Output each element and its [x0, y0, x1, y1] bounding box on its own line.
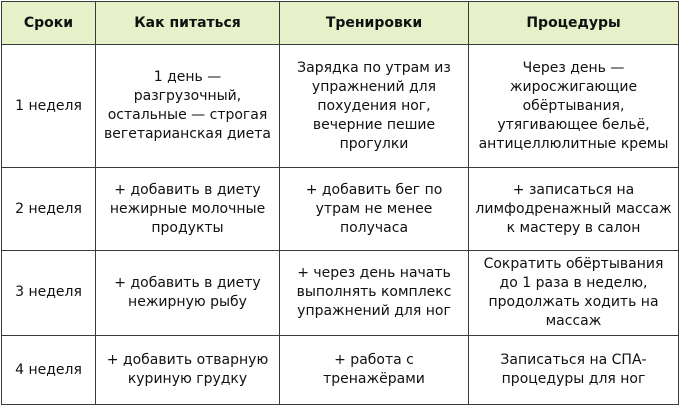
training-cell: + через день начать выполнять комплекс упражнений для ног — [280, 250, 469, 335]
table-row — [2, 45, 679, 168]
header-training: Тренировки — [280, 2, 469, 45]
header-terms: Сроки — [2, 2, 96, 45]
training-cell: Зарядка по утрам из упражнений для похудения ног, вечерние пешие прогулки — [280, 45, 469, 168]
food-cell: + добавить в диету нежирную рыбу — [96, 250, 280, 335]
procedures-cell: + записаться на лимфодренажный массаж к мастеру в салон — [469, 168, 679, 250]
procedures-cell: Через день — жиросжигающие обёртывания, утягивающее бельё, антицеллюлитные кремы — [469, 45, 679, 168]
diet-plan-table — [1, 1, 679, 405]
food-cell: + добавить в диету нежирные молочные продукты — [96, 168, 280, 250]
header-procedures: Процедуры — [469, 2, 679, 45]
training-cell: + добавить бег по утрам не менее получаса — [280, 168, 469, 250]
procedures-cell: Сократить обёртывания до 1 раза в неделю, продолжать ходить на массаж — [469, 250, 679, 335]
header-food: Как питаться — [96, 2, 280, 45]
term-cell: 3 неделя — [2, 250, 96, 335]
food-cell: + добавить отварную куриную грудку — [96, 336, 280, 405]
header-row — [2, 2, 679, 45]
table-row — [2, 336, 679, 405]
table-row — [2, 250, 679, 335]
term-cell: 1 неделя — [2, 45, 96, 168]
training-cell: + работа с тренажёрами — [280, 336, 469, 405]
term-cell: 4 неделя — [2, 336, 96, 405]
food-cell: 1 день — разгрузочный, остальные — строгая вегетарианская диета — [96, 45, 280, 168]
table-row — [2, 168, 679, 250]
procedures-cell: Записаться на СПА-процедуры для ног — [469, 336, 679, 405]
term-cell: 2 неделя — [2, 168, 96, 250]
